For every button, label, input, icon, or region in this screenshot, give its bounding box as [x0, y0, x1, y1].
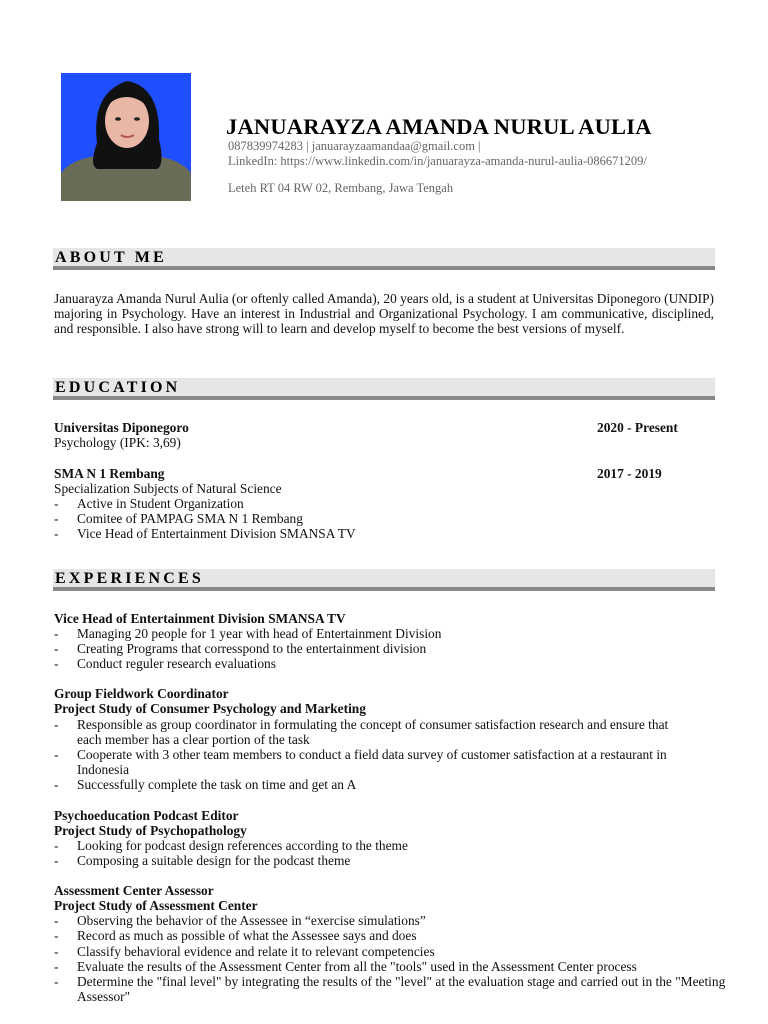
- education-detail: Psychology (IPK: 3,69): [54, 435, 181, 450]
- contact-line: 087839974283 | januarayzaamandaa@gmail.com |: [228, 139, 481, 153]
- experience-title: Assessment Center Assessor: [54, 883, 214, 898]
- experience-subtitle: Project Study of Psychopathology: [54, 823, 247, 838]
- linkedin-line: LinkedIn: https://www.linkedin.com/in/januarayza-amanda-nurul-aulia-086671209/: [228, 154, 647, 168]
- experience-bullet: - Successfully complete the task on time and get an A: [54, 777, 357, 792]
- profile-photo: [61, 73, 191, 201]
- experiences-heading-text: EXPERIENCES: [55, 570, 205, 587]
- experience-subtitle: Project Study of Assessment Center: [54, 898, 258, 913]
- experience-subtitle: Project Study of Consumer Psychology and Marketing: [54, 701, 366, 716]
- experience-bullet: - Creating Programs that corresspond to the entertainment division: [54, 641, 427, 656]
- education-section-heading: [53, 378, 715, 400]
- about-section-heading: [53, 248, 715, 270]
- address-line: Leteh RT 04 RW 02, Rembang, Jawa Tengah: [228, 181, 454, 195]
- experience-bullet: - Observing the behavior of the Assessee in “exercise simulations”: [54, 913, 426, 928]
- education-heading-text: EDUCATION: [55, 379, 181, 396]
- experience-title: Psychoeducation Podcast Editor: [54, 808, 239, 823]
- experience-bullet: - Composing a suitable design for the podcast theme: [54, 853, 351, 868]
- profile-photo-illustration: [61, 73, 191, 201]
- experience-bullet: - Classify behavioral evidence and relate it to relevant competencies: [54, 944, 435, 959]
- education-school: SMA N 1 Rembang: [54, 466, 165, 481]
- experience-bullet: - Responsible as group coordinator in formulating the concept of consumer satisfaction research and ensure that each member has a clear portion of the task: [54, 717, 669, 748]
- experiences-section-heading: [53, 569, 715, 591]
- experience-bullet: - Determine the "final level" by integrating the results of the "level" at the evaluation stage and carried out in the "Meeting Assessor": [54, 974, 726, 1005]
- education-detail: Specialization Subjects of Natural Science: [54, 481, 282, 496]
- experience-bullet: - Record as much as possible of what the Assessee says and does: [54, 928, 417, 943]
- education-period: 2020 - Present: [597, 420, 678, 435]
- candidate-name: JANUARAYZA AMANDA NURUL AULIA: [226, 114, 652, 139]
- experience-bullet: - Conduct reguler research evaluations: [54, 656, 276, 671]
- education-bullet: - Comitee of PAMPAG SMA N 1 Rembang: [54, 511, 303, 526]
- education-bullet: - Vice Head of Entertainment Division SMANSA TV: [54, 526, 356, 541]
- experience-title: Group Fieldwork Coordinator: [54, 686, 229, 701]
- experience-bullet: - Evaluate the results of the Assessment Center from all the "tools" used in the Assessment Center process: [54, 959, 637, 974]
- experience-bullet: - Managing 20 people for 1 year with head of Entertainment Division: [54, 626, 442, 641]
- about-heading-text: ABOUT ME: [55, 249, 167, 266]
- experience-title: Vice Head of Entertainment Division SMANSA TV: [54, 611, 346, 626]
- education-school: Universitas Diponegoro: [54, 420, 189, 435]
- experience-bullet: - Cooperate with 3 other team members to conduct a field data survey of customer satisfaction at a restaurant in Indonesia: [54, 747, 667, 778]
- about-paragraph: Januarayza Amanda Nurul Aulia (or oftenly called Amanda), 20 years old, is a student at Universitas Diponegoro (UNDIP) majoring in Psychology. Have an interest in Industrial and Organizational Psychology. I am communicative, disciplined, and responsible. I also have strong will to learn and develop myself to become the best versions of myself.: [54, 291, 714, 337]
- experience-bullet: - Looking for podcast design references according to the theme: [54, 838, 408, 853]
- education-bullet: - Active in Student Organization: [54, 496, 244, 511]
- education-period: 2017 - 2019: [597, 466, 662, 481]
